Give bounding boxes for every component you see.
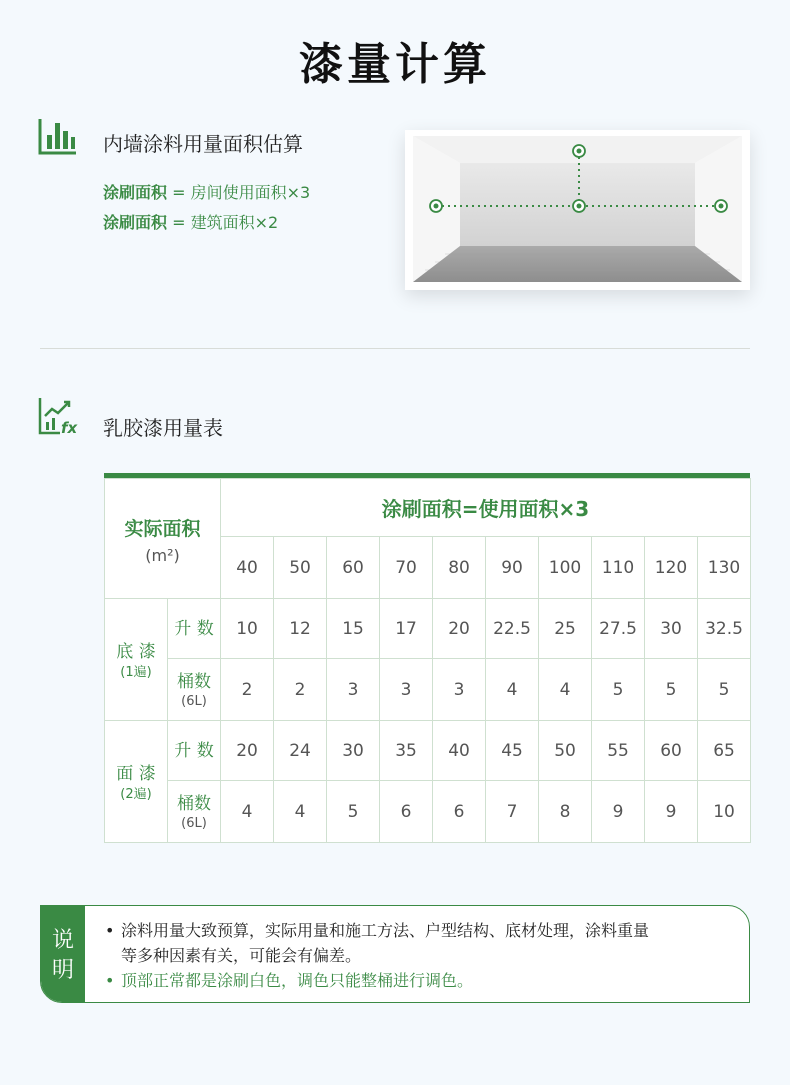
primer-buckets-cell: 3 xyxy=(433,659,486,721)
note-line: • 顶部正常都是涂刷白色，调色只能整桶进行调色。 xyxy=(105,968,735,993)
chart-formula-fx-icon xyxy=(38,396,78,436)
topcoat-liters-cell: 24 xyxy=(274,721,327,781)
primer-buckets-cell: 5 xyxy=(592,659,645,721)
primer-liters-cell: 17 xyxy=(380,599,433,659)
primer-group-label xyxy=(105,599,168,721)
primer-buckets-cell: 2 xyxy=(274,659,327,721)
section-title-estimate: 内墙涂料用量面积估算 xyxy=(103,132,303,156)
topcoat-liters-cell: 45 xyxy=(486,721,539,781)
header-formula: 涂刷面积=使用面积×3 xyxy=(221,479,751,537)
topcoat-buckets-cell: 6 xyxy=(433,781,486,843)
section-divider xyxy=(40,348,750,349)
note-line xyxy=(105,918,735,968)
topcoat-liters-cell: 60 xyxy=(645,721,698,781)
note-lines xyxy=(105,918,735,993)
buckets-unit: (6L) xyxy=(181,815,207,831)
topcoat-buckets-cell: 4 xyxy=(274,781,327,843)
topcoat-buckets-cell: 8 xyxy=(539,781,592,843)
bar-chart-icon xyxy=(38,117,78,157)
primer-liters-label: 升 数 xyxy=(168,599,221,659)
primer-liters-cell: 20 xyxy=(433,599,486,659)
formula-line xyxy=(103,210,278,233)
primer-buckets-cell: 4 xyxy=(486,659,539,721)
primer-coats: (1遍) xyxy=(120,664,152,680)
primer-liters-cell: 15 xyxy=(327,599,380,659)
note-box xyxy=(40,905,750,1003)
formula-line xyxy=(103,180,310,203)
header-area-label: 实际面积 xyxy=(124,517,201,540)
primer-buckets-row xyxy=(105,659,751,721)
primer-liters-cell: 10 xyxy=(221,599,274,659)
topcoat-buckets-cell: 4 xyxy=(221,781,274,843)
topcoat-name: 面 漆 xyxy=(116,763,156,784)
primer-buckets-cell: 5 xyxy=(698,659,751,721)
area-cell: 40 xyxy=(221,537,274,599)
buckets-label: 桶数 xyxy=(177,671,211,692)
topcoat-buckets-cell: 9 xyxy=(645,781,698,843)
primer-liters-cell: 22.5 xyxy=(486,599,539,659)
topcoat-coats: (2遍) xyxy=(120,786,152,802)
topcoat-liters-cell: 50 xyxy=(539,721,592,781)
formula-value: = 建筑面积×2 xyxy=(167,213,279,232)
paint-usage-table xyxy=(104,473,750,843)
topcoat-buckets-cell: 5 xyxy=(327,781,380,843)
primer-liters-row xyxy=(105,599,751,659)
primer-buckets-cell: 5 xyxy=(645,659,698,721)
topcoat-liters-cell: 65 xyxy=(698,721,751,781)
topcoat-buckets-cell: 7 xyxy=(486,781,539,843)
topcoat-buckets-cell: 10 xyxy=(698,781,751,843)
primer-name: 底 漆 xyxy=(116,641,156,662)
primer-buckets-cell: 3 xyxy=(327,659,380,721)
primer-buckets-cell: 2 xyxy=(221,659,274,721)
note-line-text: 涂料用量大致预算，实际用量和施工方法、户型结构、底材处理，涂料重量 xyxy=(121,921,650,940)
primer-liters-cell: 32.5 xyxy=(698,599,751,659)
buckets-unit: (6L) xyxy=(181,693,207,709)
primer-liters-cell: 27.5 xyxy=(592,599,645,659)
area-cell: 110 xyxy=(592,537,645,599)
topcoat-buckets-row xyxy=(105,781,751,843)
topcoat-liters-cell: 35 xyxy=(380,721,433,781)
primer-buckets-label xyxy=(168,659,221,721)
buckets-label: 桶数 xyxy=(177,793,211,814)
header-actual-area xyxy=(105,479,221,599)
area-cell: 90 xyxy=(486,537,539,599)
area-cell: 60 xyxy=(327,537,380,599)
topcoat-liters-row xyxy=(105,721,751,781)
topcoat-liters-cell: 40 xyxy=(433,721,486,781)
primer-buckets-cell: 4 xyxy=(539,659,592,721)
formula-key: 涂刷面积 xyxy=(103,213,168,232)
page-title: 漆量计算 xyxy=(299,39,491,90)
primer-liters-cell: 25 xyxy=(539,599,592,659)
area-cell: 100 xyxy=(539,537,592,599)
topcoat-buckets-label xyxy=(168,781,221,843)
area-cell: 50 xyxy=(274,537,327,599)
area-cell: 130 xyxy=(698,537,751,599)
topcoat-buckets-cell: 9 xyxy=(592,781,645,843)
area-cell: 80 xyxy=(433,537,486,599)
formula-value: = 房间使用面积×3 xyxy=(167,183,311,202)
note-badge-char: 说 xyxy=(51,928,74,953)
note-badge-char: 明 xyxy=(51,958,74,983)
primer-liters-cell: 30 xyxy=(645,599,698,659)
room-diagram xyxy=(405,130,750,290)
topcoat-liters-cell: 30 xyxy=(327,721,380,781)
formula-key: 涂刷面积 xyxy=(103,183,168,202)
topcoat-liters-cell: 20 xyxy=(221,721,274,781)
topcoat-liters-cell: 55 xyxy=(592,721,645,781)
primer-buckets-cell: 3 xyxy=(380,659,433,721)
header-area-unit: (m²) xyxy=(145,545,180,565)
topcoat-group-label xyxy=(105,721,168,843)
note-line-text: 等多种因素有关，可能会有偏差。 xyxy=(121,946,362,965)
topcoat-liters-label: 升 数 xyxy=(168,721,221,781)
svg-text:fx: fx xyxy=(61,419,78,436)
note-badge xyxy=(41,906,85,1003)
topcoat-buckets-cell: 6 xyxy=(380,781,433,843)
area-cell: 120 xyxy=(645,537,698,599)
primer-liters-cell: 12 xyxy=(274,599,327,659)
area-cell: 70 xyxy=(380,537,433,599)
section-title-usage-table: 乳胶漆用量表 xyxy=(103,416,223,440)
